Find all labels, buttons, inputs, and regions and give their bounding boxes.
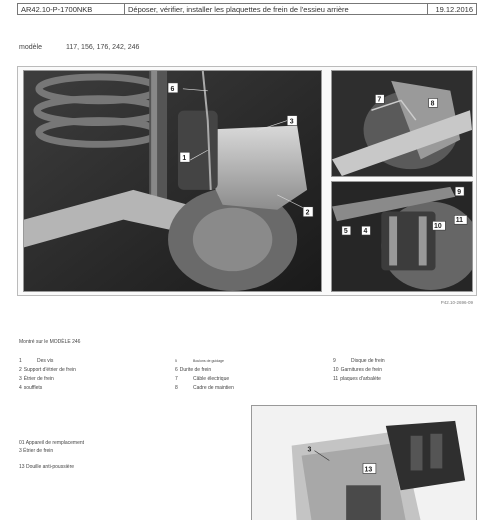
model-values: 117, 156, 176, 242, 246 [66, 44, 140, 51]
main-brake-photo [23, 70, 322, 292]
legend-item: 6 Durite de frein [175, 367, 212, 373]
legend-item: 7 Câble électrique [175, 376, 230, 382]
legend-caliper [19, 439, 84, 471]
legend-item: 10 Garnitures de frein [333, 367, 382, 373]
legend-item: 13 Douille anti-poussière [19, 464, 75, 470]
legend-item: 8 Cadre de maintien [175, 385, 234, 391]
figure-id: P42.10-2696-09 [440, 300, 473, 305]
legend-column-1 [19, 357, 76, 393]
detail-photo-top [331, 70, 473, 177]
legend-item: 5 Boulons de guidage [175, 359, 224, 363]
model-label: modèle [19, 44, 42, 51]
main-callout-6: 6 [170, 85, 175, 93]
legend-item: 2 Support d'étrier de frein [19, 367, 76, 373]
bottom-callout-4: 4 [363, 228, 368, 236]
legend-item: 1 Des vis [19, 358, 54, 364]
top-callout-8: 8 [430, 100, 435, 108]
main-callout-1: 1 [182, 155, 187, 163]
legend-item: 9 Disque de frein [333, 358, 385, 364]
document-title: Déposer, vérifier, installer les plaquettes de frein de l'essieu arrière [125, 4, 428, 14]
bottom-callout-11: 11 [455, 217, 464, 225]
legend-column-2 [175, 357, 234, 393]
legend-item: 3 Étrier de frein [19, 448, 54, 454]
legend-item: 11 plaques d'arbalète [333, 376, 381, 382]
detail-photo-bottom [331, 181, 473, 292]
document-date: 19.12.2016 [435, 5, 473, 14]
document-header [17, 3, 477, 15]
caliper-callout-3: 3 [307, 446, 312, 454]
main-callout-2: 2 [305, 209, 310, 217]
bottom-callout-10: 10 [434, 223, 442, 231]
legend-column-3 [333, 357, 385, 384]
top-callout-7: 7 [377, 96, 382, 104]
caliper-photo [251, 405, 477, 520]
bottom-callout-5: 5 [343, 228, 348, 236]
shown-on-model: Montré sur le MODÈLE 246 [19, 339, 81, 345]
legend-item: 01 Appareil de remplacement [19, 440, 85, 446]
bottom-callout-9: 9 [457, 188, 462, 196]
legend-item: 3 Étrier de frein [19, 376, 54, 382]
caliper-callout-13: 13 [364, 466, 373, 474]
document-id: AR42.10-P-1700NKB [18, 4, 125, 14]
main-callout-3: 3 [289, 118, 294, 126]
legend-item: 4 soufflets [19, 385, 43, 391]
